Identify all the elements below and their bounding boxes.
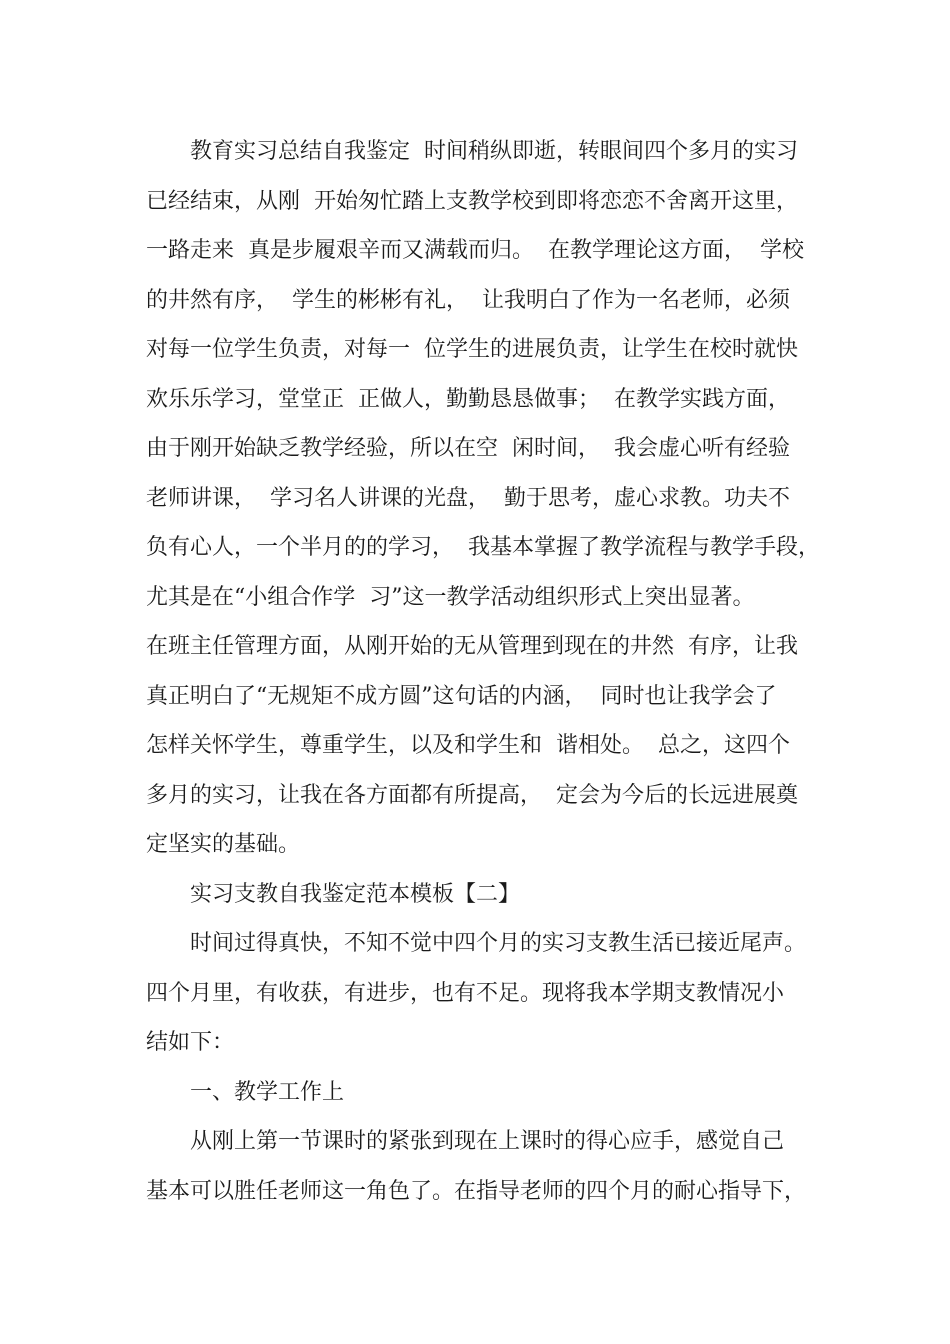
text-line: 教育实习总结自我鉴定 时间稍纵即逝，转眼间四个多月的实习 — [190, 139, 798, 164]
text-line: 基本可以胜任老师这一角色了。在指导老师的四个月的耐心指导下， — [146, 1178, 807, 1204]
text-line: 尤其是在“小组合作学 习”这一教学活动组织形式上突出显著。 — [146, 584, 755, 610]
text-line: 对每一位学生负责，对每一 位学生的进展负责，让学生在校时就快 — [146, 337, 798, 362]
text-line: 在班主任管理方面，从刚开始的无从管理到现在的井然 有序，让我 — [146, 634, 798, 659]
text-line: 实习支教自我鉴定范本模板【二】 — [190, 881, 521, 907]
text-line: 定坚实的基础。 — [146, 832, 301, 857]
document-body — [146, 132, 826, 1221]
text-line: 四个月里，有收获，有进步，也有不足。现将我本学期支教情况小 — [146, 980, 785, 1006]
text-line: 时间过得真快，不知不觉中四个月的实习支教生活已接近尾声。 — [190, 931, 807, 956]
text-line: 一路走来 真是步履艰辛而又满载而归。 在教学理论这方面， 学校 — [146, 238, 804, 263]
text-line: 已经结束，从刚 开始匆忙踏上支教学校到即将恋恋不舍离开这里， — [146, 188, 798, 214]
text-line: 怎样关怀学生，尊重学生，以及和学生和 谐相处。 总之，这四个 — [146, 733, 790, 758]
text-line: 老师讲课， 学习名人讲课的光盘， 勤于思考，虚心求教。功夫不 — [146, 485, 790, 511]
text-line: 的井然有序， 学生的彬彬有礼， 让我明白了作为一名老师，必须 — [146, 287, 790, 313]
text-line: 多月的实习，让我在各方面都有所提高， 定会为今后的长远进展奠 — [146, 782, 798, 808]
text-line: 从刚上第一节课时的紧张到现在上课时的得心应手，感觉自己 — [190, 1129, 785, 1154]
text-line: 由于刚开始缺乏教学经验，所以在空 闲时间， 我会虚心听有经验 — [146, 436, 790, 461]
text-line: 结如下： — [146, 1030, 235, 1055]
text-line: 负有心人，一个半月的的学习， 我基本掌握了教学流程与教学手段， — [146, 535, 820, 560]
text-line: 一、教学工作上 — [190, 1079, 345, 1105]
text-line: 真正明白了“无规矩不成方圆”这句话的内涵， 同时也让我学会了 — [146, 683, 777, 709]
text-line: 欢乐乐学习，堂堂正 正做人，勤勤恳恳做事； 在教学实践方面， — [146, 386, 790, 412]
